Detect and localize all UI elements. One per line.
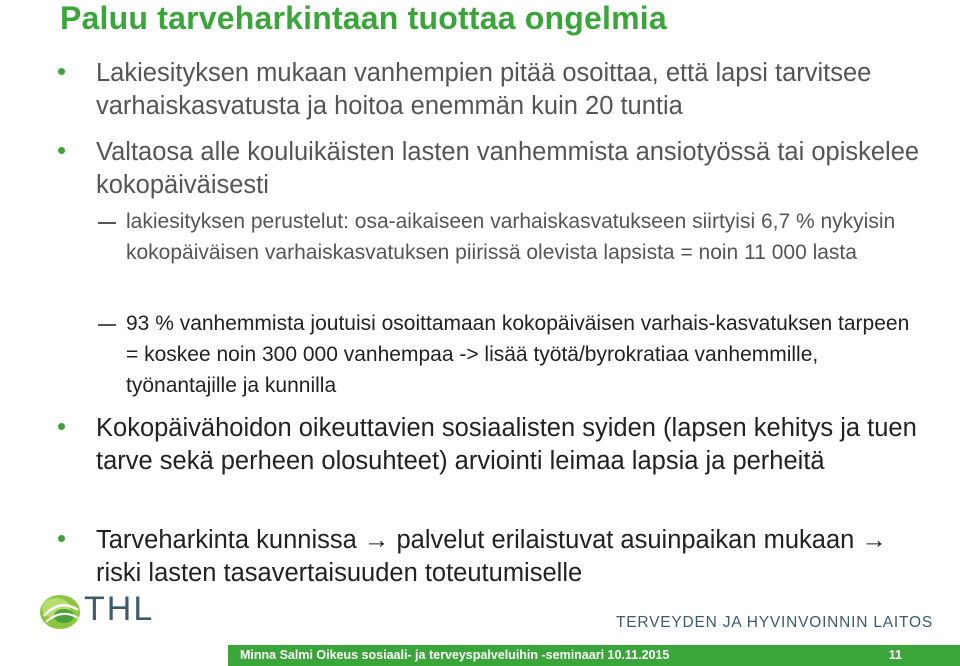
bullet-dot-icon: • (57, 411, 67, 441)
bullet-dot-icon: • (57, 523, 67, 553)
footer-text: Minna Salmi Oikeus sosiaali- ja terveyspalveluihin -seminaari 10.11.2015 (240, 648, 670, 662)
bullet-item: • Valtaosa alle kouluikäisten lasten vanhemmista ansiotyössä tai opiskelee kokopäiväisesti (57, 135, 920, 199)
bullet-item: • Kokopäivähoidon oikeuttavien sosiaalisten syiden (lapsen kehitys ja tuen tarve sekä perheen olosuhteet) arviointi leimaa lapsia ja perheitä (57, 411, 917, 475)
slide-title: Paluu tarveharkintaan tuottaa ongelmia (60, 0, 667, 36)
page-number: 11 (888, 648, 902, 662)
footer-bar (228, 645, 960, 666)
bullet-item: • Tarveharkinta kunnissa → palvelut erilaistuvat asuinpaikan mukaan → riski lasten tasavertaisuuden toteutumiselle (57, 523, 887, 587)
sub-bullet-item: 93 % vanhemmista joutuisi osoittamaan kokopäiväisen varhais-kasvatuksen tarpeen = koskee noin 300 000 vanhempaa -> lisää työtä/byrokratiaa vanhemmille, työnantajille ja kunnilla (126, 312, 910, 397)
logo-text: THL (84, 590, 155, 628)
bullet-item: • Lakiesityksen mukaan vanhempien pitää osoittaa, että lapsi tarvitsee varhaiskasvatusta ja hoitoa enemmän kuin 20 tuntia (57, 56, 872, 120)
bullet-dot-icon: • (57, 56, 67, 86)
sub-bullet-item: lakiesityksen perustelut: osa-aikaiseen varhaiskasvatukseen siirtyisi 6,7 % nykyisin kokopäiväisen varhaiskasvatuksen piirissä olevista lapsista = noin 11 000 lasta (126, 210, 896, 264)
organization-name: TERVEYDEN JA HYVINVOINNIN LAITOS (616, 614, 934, 631)
bullet-dot-icon: • (57, 135, 67, 165)
